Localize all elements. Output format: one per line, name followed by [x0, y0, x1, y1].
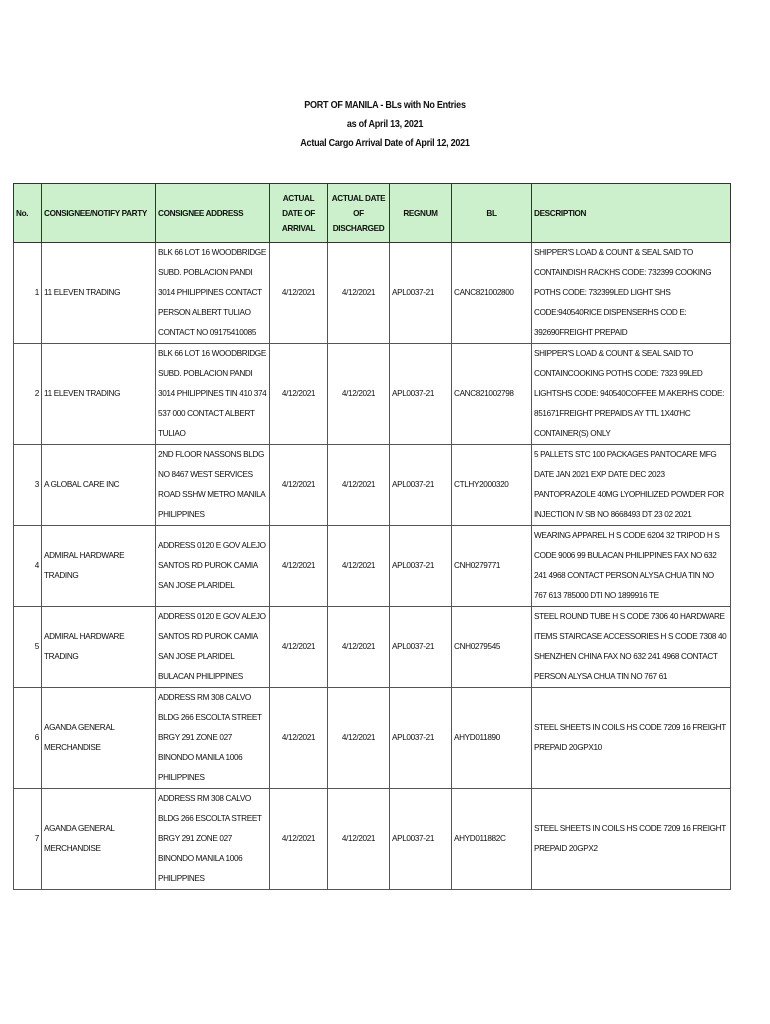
cell-bl: CNH0279771	[452, 526, 532, 607]
cell-discharged: 4/12/2021	[328, 445, 390, 526]
cell-discharged: 4/12/2021	[328, 688, 390, 789]
cell-arrival: 4/12/2021	[270, 526, 328, 607]
cell-bl: CANC821002798	[452, 344, 532, 445]
cell-discharged: 4/12/2021	[328, 607, 390, 688]
cell-no: 2	[14, 344, 42, 445]
cell-bl: AHYD011882C	[452, 789, 532, 890]
cell-no: 4	[14, 526, 42, 607]
cell-description: STEEL ROUND TUBE H S CODE 7306 40 HARDWARE ITEMS STAIRCASE ACCESSORIES H S CODE 7308 40 SHENZHEN CHINA FAX NO 632 241 4968 CONTACT PERSON ALYSA CHUA TIN NO 767 61	[532, 607, 731, 688]
title-line-as-of: as of April 13, 2021	[346, 118, 424, 130]
cell-discharged: 4/12/2021	[328, 789, 390, 890]
cell-discharged: 4/12/2021	[328, 243, 390, 344]
report-title	[0, 96, 770, 153]
cell-bl: CNH0279545	[452, 607, 532, 688]
cell-regnum: APL0037-21	[390, 526, 452, 607]
col-header-no: No.	[14, 184, 42, 243]
table-row	[14, 688, 731, 789]
title-line-arrival: Actual Cargo Arrival Date of April 12, 2021	[300, 137, 470, 149]
cell-regnum: APL0037-21	[390, 445, 452, 526]
cell-bl: AHYD011890	[452, 688, 532, 789]
cell-description: STEEL SHEETS IN COILS HS CODE 7209 16 FREIGHT PREPAID 20GPX10	[532, 688, 731, 789]
cell-no: 7	[14, 789, 42, 890]
table-header-row	[14, 184, 731, 243]
cell-consignee: 11 ELEVEN TRADING	[42, 243, 156, 344]
cell-description: STEEL SHEETS IN COILS HS CODE 7209 16 FREIGHT PREPAID 20GPX2	[532, 789, 731, 890]
cell-arrival: 4/12/2021	[270, 688, 328, 789]
col-header-description: DESCRIPTION	[532, 184, 731, 243]
cell-bl: CANC821002800	[452, 243, 532, 344]
cell-address: BLK 66 LOT 16 WOODBRIDGE SUBD. POBLACION PANDI 3014 PHILIPPINES TIN 410 374 537 000 CONTACT ALBERT TULIAO	[156, 344, 270, 445]
cell-description: WEARING APPAREL H S CODE 6204 32 TRIPOD H S CODE 9006 99 BULACAN PHILIPPINES FAX NO 632 241 4968 CONTACT PERSON ALYSA CHUA TIN NO 767 613 785000 DTI NO 1899916 TE	[532, 526, 731, 607]
cell-address: 2ND FLOOR NASSONS BLDG NO 8467 WEST SERVICES ROAD SSHW METRO MANILA PHILIPPINES	[156, 445, 270, 526]
table-row	[14, 607, 731, 688]
col-header-consignee: CONSIGNEE/NOTIFY PARTY	[42, 184, 156, 243]
cell-address: ADDRESS RM 308 CALVO BLDG 266 ESCOLTA STREET BRGY 291 ZONE 027 BINONDO MANILA 1006 PHILIPPINES	[156, 688, 270, 789]
cell-no: 3	[14, 445, 42, 526]
cell-regnum: APL0037-21	[390, 789, 452, 890]
title-line-port: PORT OF MANILA - BLs with No Entries	[304, 99, 466, 111]
cell-address: ADDRESS RM 308 CALVO BLDG 266 ESCOLTA STREET BRGY 291 ZONE 027 BINONDO MANILA 1006 PHILIPPINES	[156, 789, 270, 890]
cell-consignee: 11 ELEVEN TRADING	[42, 344, 156, 445]
table-row	[14, 789, 731, 890]
cell-consignee: A GLOBAL CARE INC	[42, 445, 156, 526]
cell-no: 6	[14, 688, 42, 789]
cell-bl: CTLHY2000320	[452, 445, 532, 526]
col-header-address: CONSIGNEE ADDRESS	[156, 184, 270, 243]
cell-consignee: AGANDA GENERAL MERCHANDISE	[42, 688, 156, 789]
cell-no: 1	[14, 243, 42, 344]
cell-address: BLK 66 LOT 16 WOODBRIDGE SUBD. POBLACION PANDI 3014 PHILIPPINES CONTACT PERSON ALBERT TULIAO CONTACT NO 09175410085	[156, 243, 270, 344]
cell-consignee: AGANDA GENERAL MERCHANDISE	[42, 789, 156, 890]
cell-address: ADDRESS 0120 E GOV ALEJO SANTOS RD PUROK CAMIA SAN JOSE PLARIDEL BULACAN PHILIPPINES	[156, 607, 270, 688]
table-row	[14, 445, 731, 526]
cell-regnum: APL0037-21	[390, 688, 452, 789]
cell-description: SHIPPER'S LOAD & COUNT & SEAL SAID TO CONTAINCOOKING POTHS CODE: 7323 99LED LIGHTSHS CODE: 940540COFFEE M AKERHS CODE: 851671FREIGHT PREPAIDS AY TTL 1X40'HC CONTAINER(S) ONLY	[532, 344, 731, 445]
bl-table	[13, 183, 731, 890]
cell-description: SHIPPER'S LOAD & COUNT & SEAL SAID TO CONTAINDISH RACKHS CODE: 732399 COOKING POTHS CODE: 732399LED LIGHT SHS CODE:940540RICE DISPENSERHS COD E: 392690FREIGHT PREPAID	[532, 243, 731, 344]
cell-arrival: 4/12/2021	[270, 344, 328, 445]
cell-arrival: 4/12/2021	[270, 789, 328, 890]
cell-discharged: 4/12/2021	[328, 526, 390, 607]
cell-consignee: ADMIRAL HARDWARE TRADING	[42, 526, 156, 607]
col-header-regnum: REGNUM	[390, 184, 452, 243]
cell-discharged: 4/12/2021	[328, 344, 390, 445]
table-row	[14, 526, 731, 607]
cell-address: ADDRESS 0120 E GOV ALEJO SANTOS RD PUROK CAMIA SAN JOSE PLARIDEL	[156, 526, 270, 607]
cell-description: 5 PALLETS STC 100 PACKAGES PANTOCARE MFG DATE JAN 2021 EXP DATE DEC 2023 PANTOPRAZOLE 40MG LYOPHILIZED POWDER FOR INJECTION IV SB NO 8668493 DT 23 02 2021	[532, 445, 731, 526]
cell-regnum: APL0037-21	[390, 243, 452, 344]
table-row	[14, 344, 731, 445]
cell-arrival: 4/12/2021	[270, 607, 328, 688]
cell-consignee: ADMIRAL HARDWARE TRADING	[42, 607, 156, 688]
col-header-arrival: ACTUAL DATE OF ARRIVAL	[270, 184, 328, 243]
cell-arrival: 4/12/2021	[270, 243, 328, 344]
cell-regnum: APL0037-21	[390, 607, 452, 688]
col-header-bl: BL	[452, 184, 532, 243]
cell-regnum: APL0037-21	[390, 344, 452, 445]
col-header-discharged: ACTUAL DATE OF DISCHARGED	[328, 184, 390, 243]
cell-arrival: 4/12/2021	[270, 445, 328, 526]
table-row	[14, 243, 731, 344]
cell-no: 5	[14, 607, 42, 688]
